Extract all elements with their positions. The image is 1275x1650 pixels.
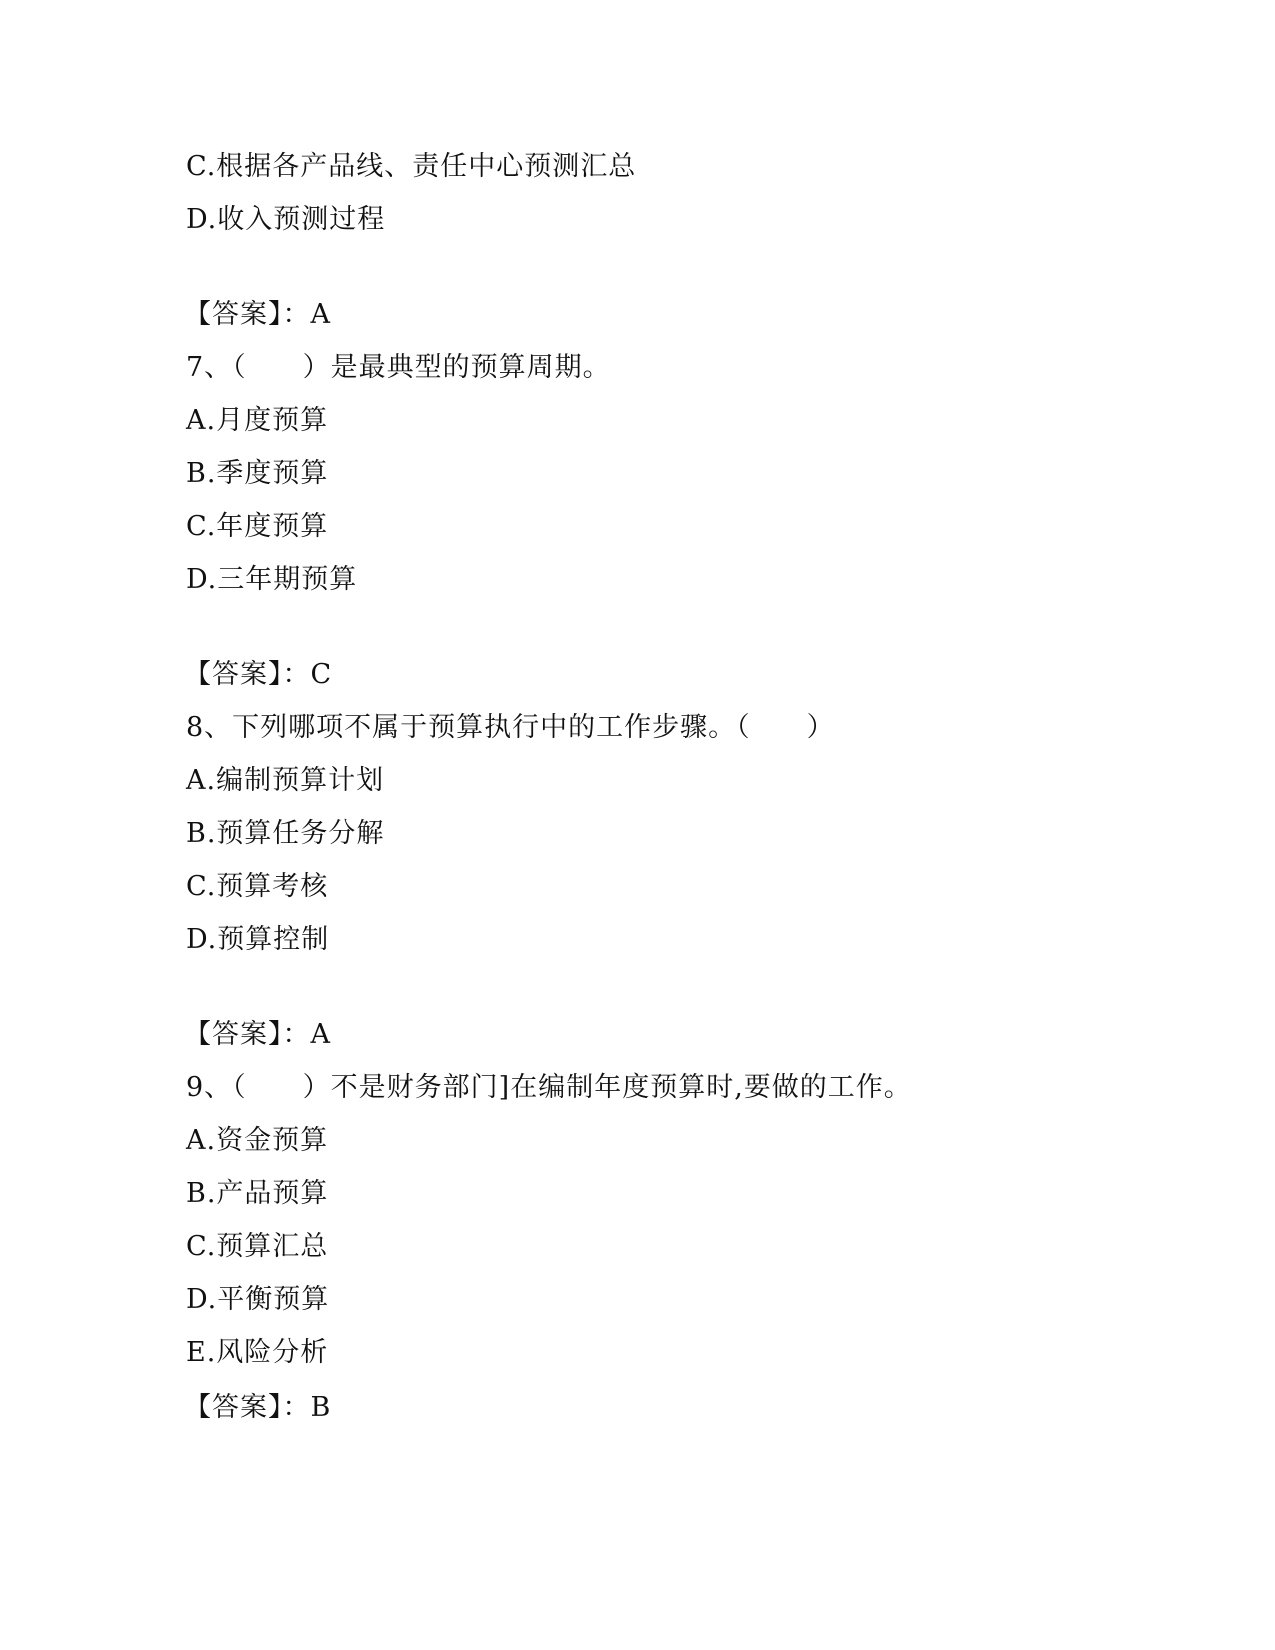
q9-option-e: E.风险分析: [186, 1337, 329, 1368]
q7-answer: 【答案】：C: [184, 659, 333, 690]
q7-question: 7、（ ）是最典型的预算周期。: [186, 352, 611, 383]
q8-question: 8、下列哪项不属于预算执行中的工作步骤。（ ）: [186, 712, 835, 743]
q7-option-b: B.季度预算: [186, 458, 329, 489]
q9-option-b: B.产品预算: [186, 1178, 329, 1209]
q6-answer: 【答案】：A: [184, 299, 331, 330]
q9-question: 9、（ ）不是财务部门]在编制年度预算时,要做的工作。: [186, 1072, 912, 1103]
q9-answer: 【答案】：B: [184, 1392, 332, 1423]
q6-option-c: C.根据各产品线、责任中心预测汇总: [186, 151, 637, 182]
q9-option-d: D.平衡预算: [186, 1284, 330, 1315]
q6-option-d: D.收入预测过程: [186, 204, 386, 235]
q7-option-c: C.年度预算: [186, 511, 329, 542]
q7-option-d: D.三年期预算: [186, 564, 358, 595]
q9-option-c: C.预算汇总: [186, 1231, 329, 1262]
q8-answer: 【答案】：A: [184, 1019, 331, 1050]
q8-option-d: D.预算控制: [186, 924, 330, 955]
q8-option-a: A.编制预算计划: [186, 765, 385, 796]
q9-option-a: A.资金预算: [186, 1125, 329, 1156]
q8-option-c: C.预算考核: [186, 871, 329, 902]
q7-option-a: A.月度预算: [186, 405, 329, 436]
q8-option-b: B.预算任务分解: [186, 818, 385, 849]
